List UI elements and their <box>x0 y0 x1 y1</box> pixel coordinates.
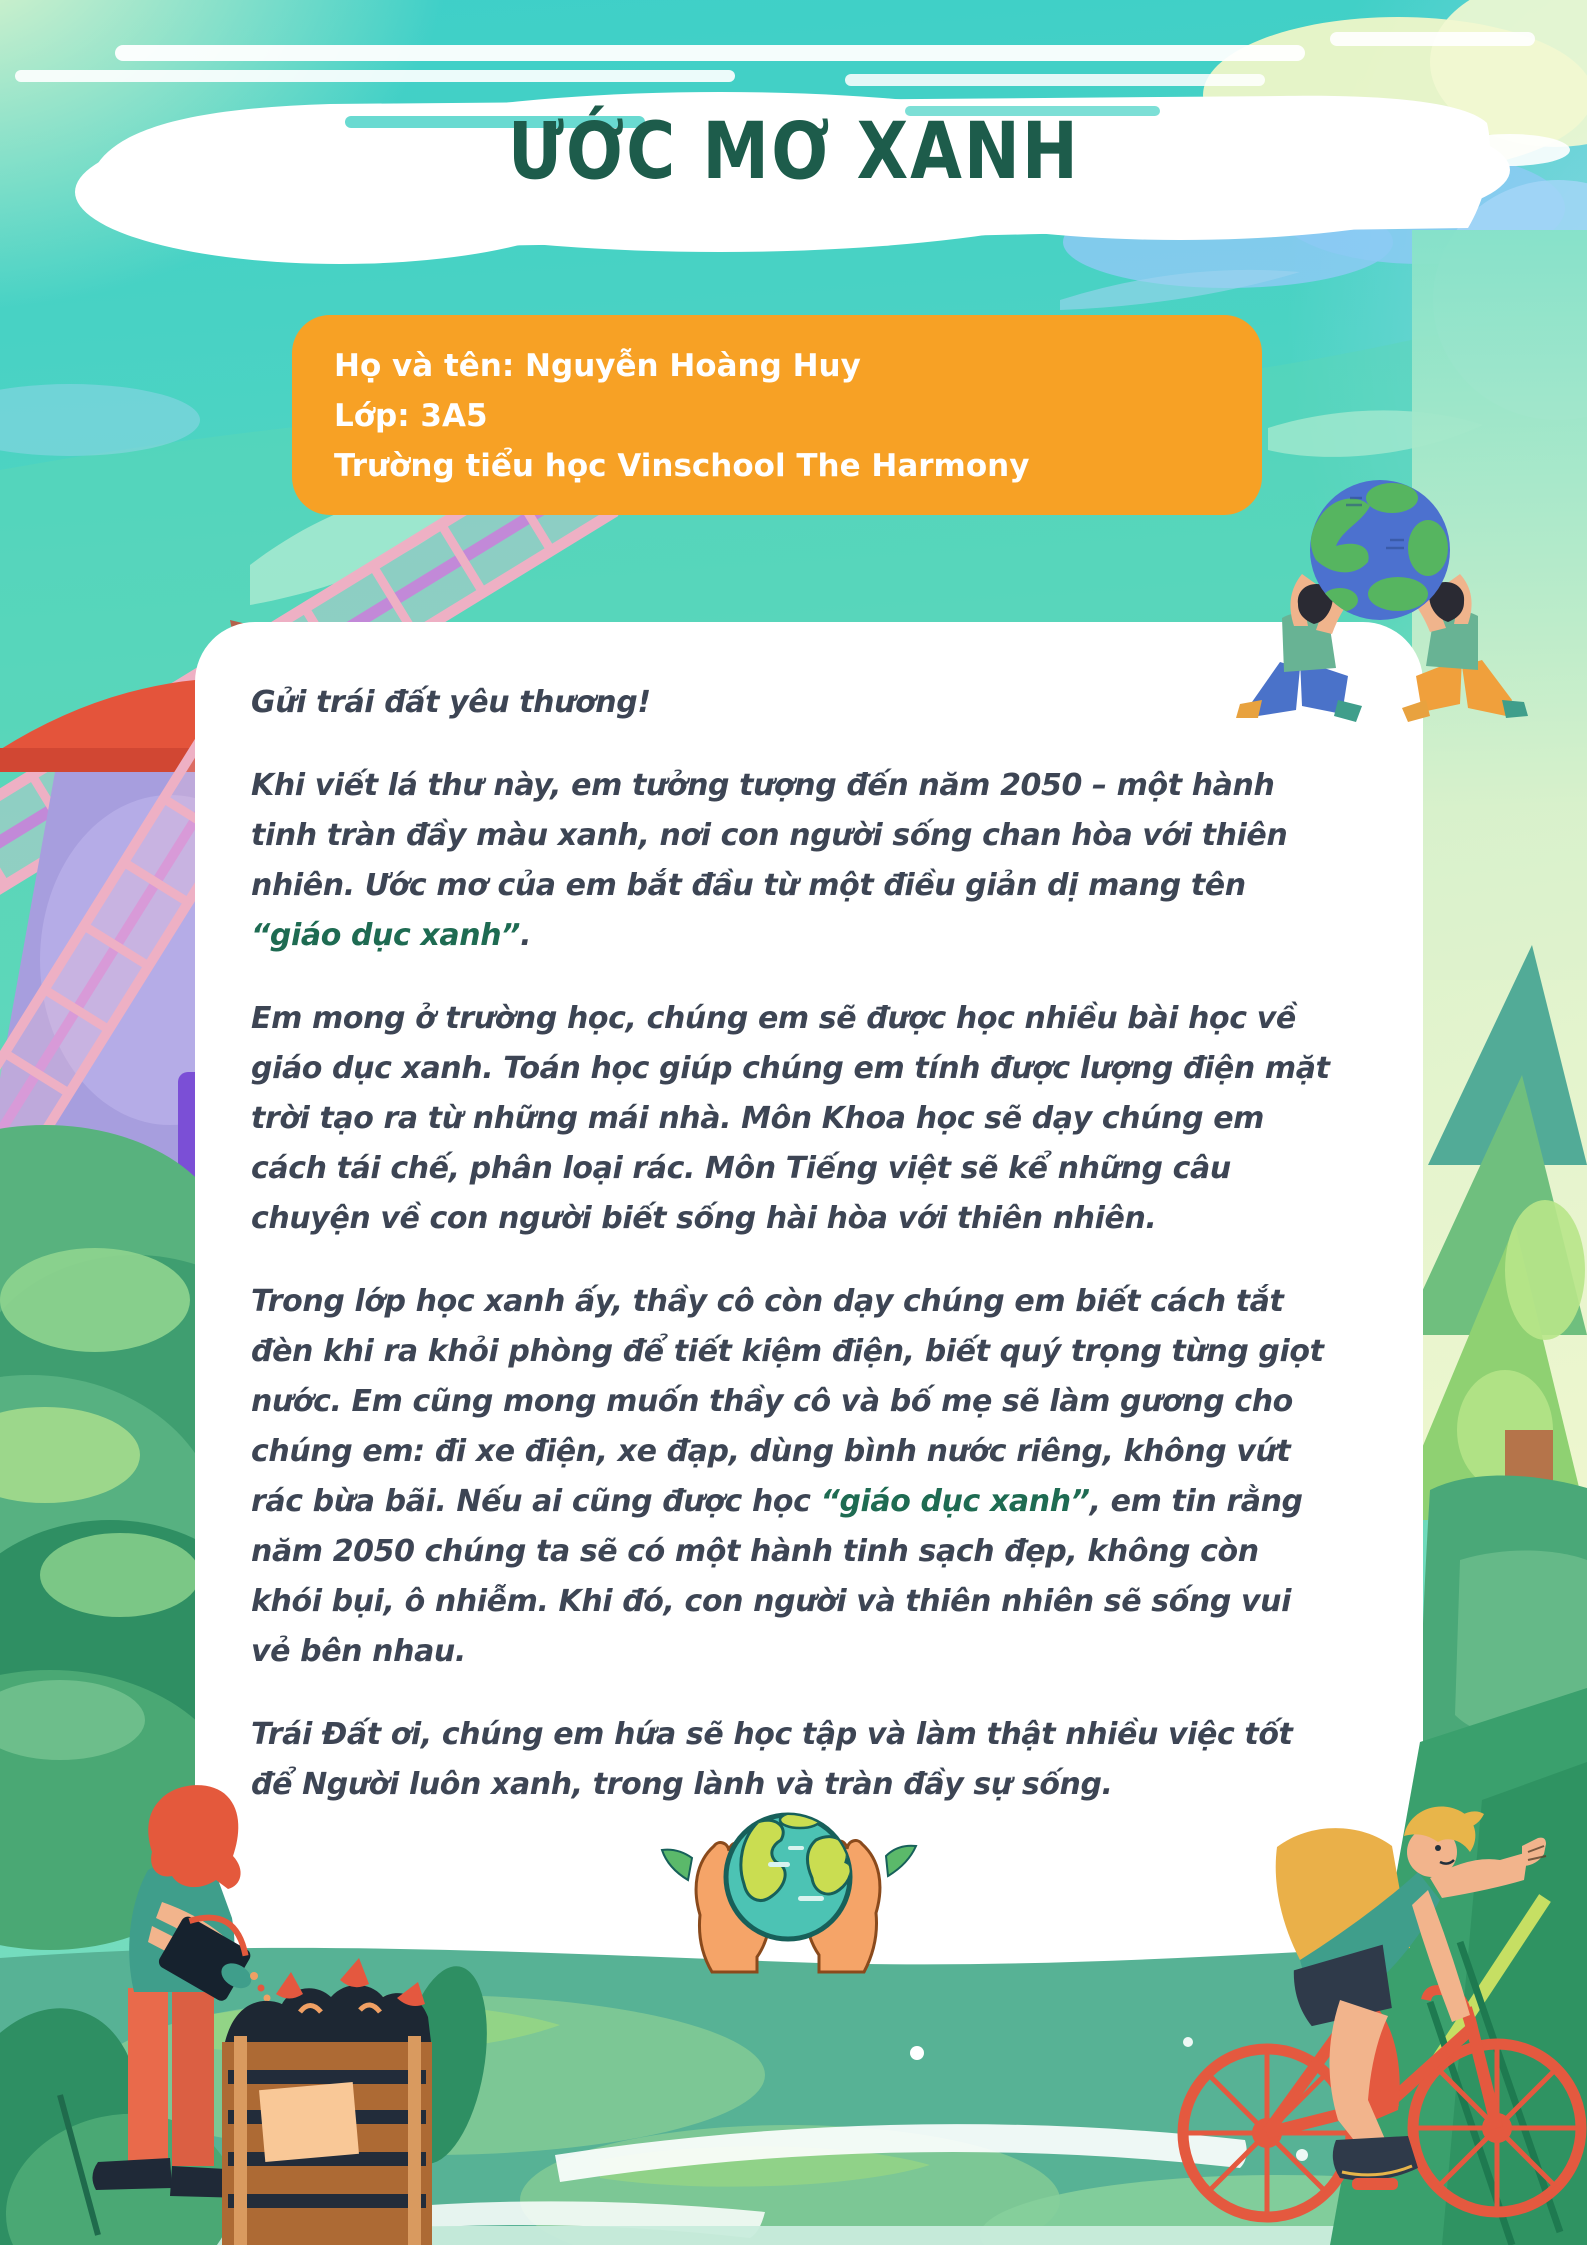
composting-woman-illustration <box>0 1785 501 2245</box>
compost-bin-label <box>259 2082 359 2162</box>
earth-carriers-illustration <box>1236 480 1528 722</box>
letter-paragraph-2: Em mong ở trường học, chúng em sẽ được học nhiều bài học về giáo dục xanh. Toán học giúp chúng em tính được lượng điện mặt trời tạo ra từ những mái nhà. Môn Khoa học sẽ dạy chúng em cách tái chế, phân loại rác. Môn Tiếng việt sẽ kể những câu chuyện về con người biết sống hài hòa với thiên nhiên. <box>251 1001 1330 1236</box>
highlight-giao-duc-xanh: “giáo dục xanh” <box>820 1484 1090 1519</box>
letter-greeting: Gửi trái đất yêu thương! <box>251 685 651 720</box>
letter-paragraph-3: Trong lớp học xanh ấy, thầy cô còn dạy chúng em biết cách tắt đèn khi ra khỏi phòng để tiết kiệm điện, biết quý trọng từng giọt nước. Em cũng mong muốn thầy cô và bố mẹ sẽ làm gương cho chúng em: đi xe điện, xe đạp, dùng bình nước riêng, không vứt rác bừa bãi. Nếu ai cũng được học “giáo dục xanh”, em tin rằng năm 2050 chúng ta sẽ có một hành tinh sạch đẹp, không còn khói bụi, ô nhiễm. Khi đó, con người và thiên nhiên sẽ sống vui vẻ bên nhau. <box>251 1284 1324 1669</box>
highlight-giao-duc-xanh: “giáo dục xanh” <box>251 918 521 953</box>
letter-paragraph-1: Khi viết lá thư này, em tưởng tượng đến năm 2050 – một hành tinh tràn đầy màu xanh, nơi con người sống chan hòa với thiên nhiên. Ước mơ của em bắt đầu từ một điều giản dị mang tên “giáo dục xanh”. <box>251 768 1288 953</box>
student-school-line: Trường tiểu học Vinschool The Harmony <box>334 448 1030 484</box>
student-name-line: Họ và tên: Nguyễn Hoàng Huy <box>334 348 861 384</box>
hands-holding-earth-icon <box>662 1812 916 1972</box>
earth-globe <box>1310 480 1450 620</box>
letter-paragraph-4: Trái Đất ơi, chúng em hứa sẽ học tập và làm thật nhiều việc tốt để Người luôn xanh, trong lành và tràn đầy sự sống. <box>251 1717 1293 1802</box>
page-title: ƯỚC MƠ XANH <box>507 106 1080 198</box>
student-class-line: Lớp: 3A5 <box>334 398 488 434</box>
